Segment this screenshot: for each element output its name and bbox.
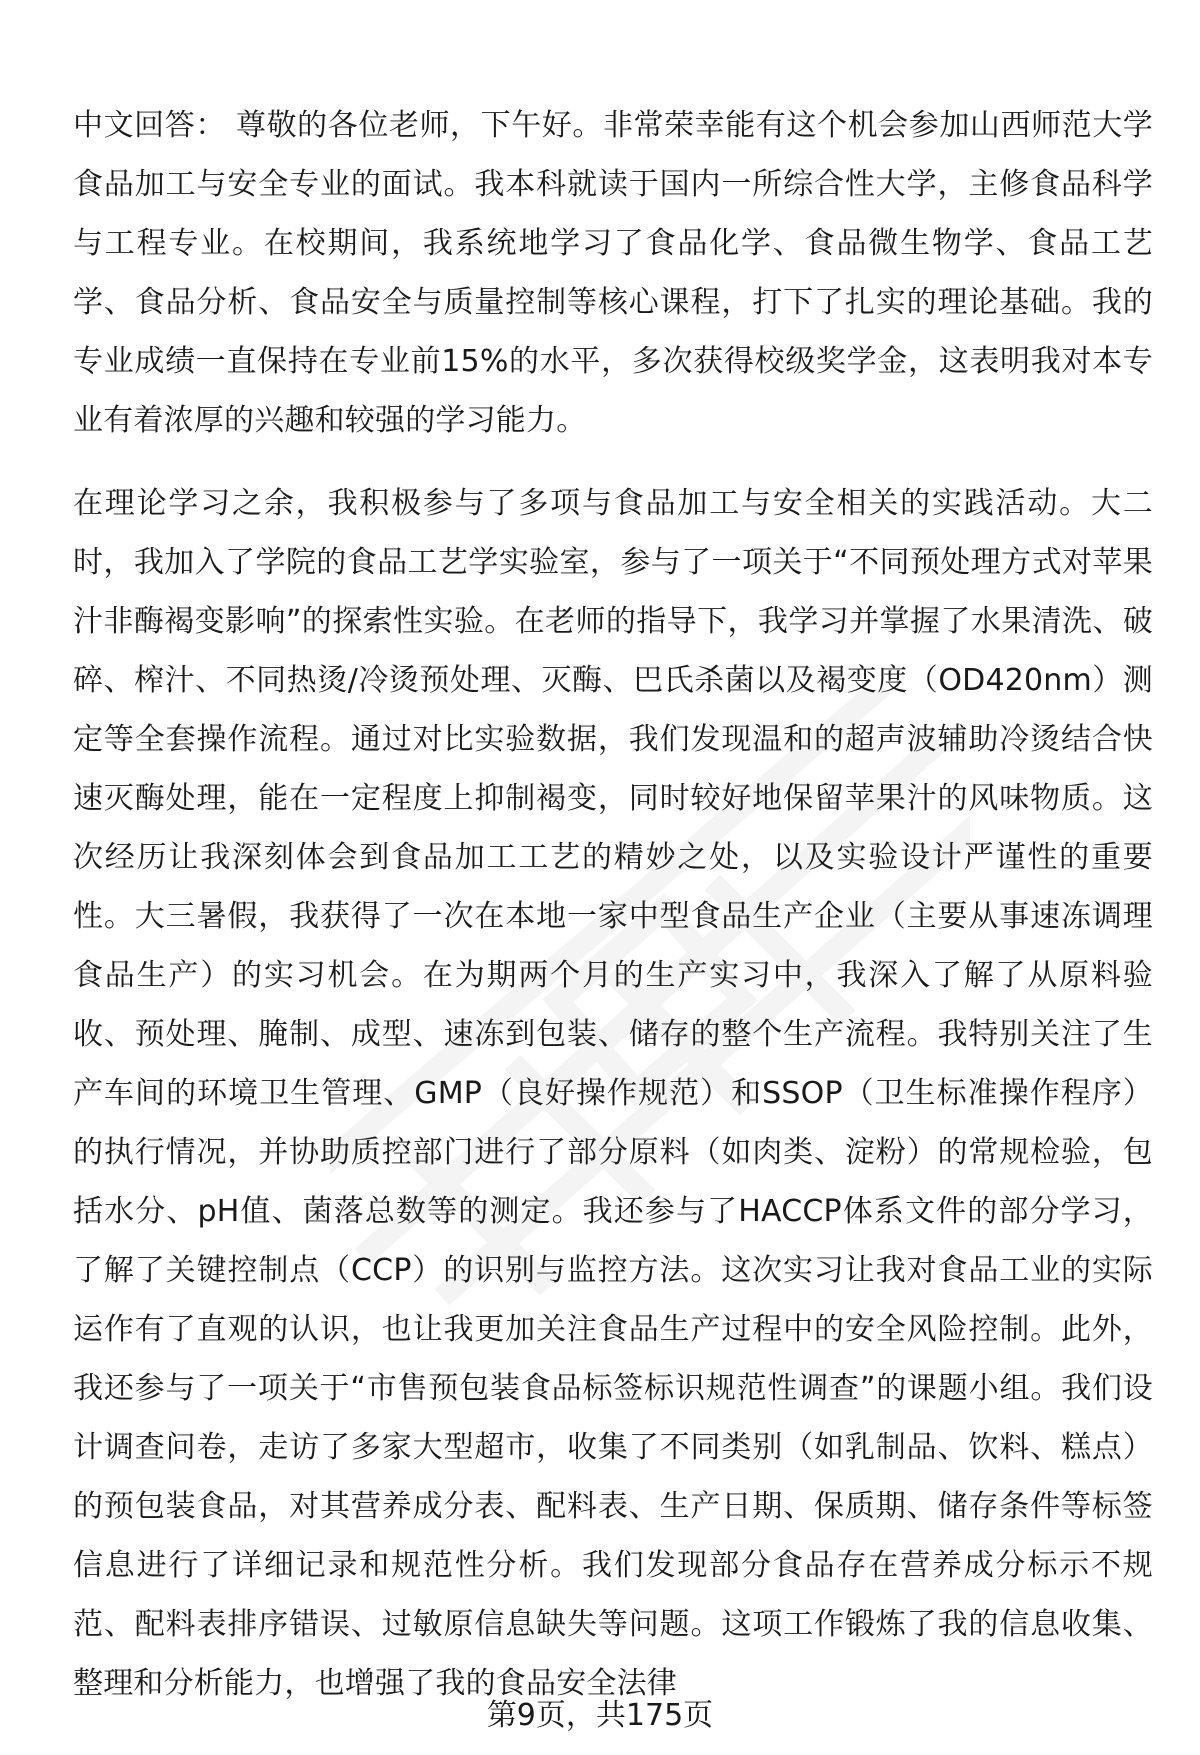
paragraph-intro: 中文回答： 尊敬的各位老师，下午好。非常荣幸能有这个机会参加山西师范大学食品加工与安全专业的面试。我本科就读于国内一所综合性大学，主修食品科学与工程专业。在校期间，我系统地学习了食品化学、食品微生物学、食品工艺学、食品分析、食品安全与质量控制等核心课程，打下了扎实的理论基础。我的专业成绩一直保持在专业前15%的水平，多次获得校级奖学金，这表明我对本专业有着浓厚的兴趣和较强的学习能力。 <box>73 108 1153 438</box>
page-number-footer: 第9页，共175页 <box>486 1698 714 1733</box>
paragraph-practice: 在理论学习之余，我积极参与了多项与食品加工与安全相关的实践活动。大二时，我加入了学院的食品工艺学实验室，参与了一项关于“不同预处理方式对苹果汁非酶褐变影响”的探索性实验。在老师的指导下，我学习并掌握了水果清洗、破碎、榨汁、不同热烫/冷烫预处理、灭酶、巴氏杀菌以及褐变度（OD420nm）测定等全套操作流程。通过对比实验数据，我们发现温和的超声波辅助冷烫结合快速灭酶处理，能在一定程度上抑制褐变，同时较好地保留苹果汁的风味物质。这次经历让我深刻体会到食品加工工艺的精妙之处，以及实验设计严谨性的重要性。大三暑假，我获得了一次在本地一家中型食品生产企业（主要从事速冻调理食品生产）的实习机会。在为期两个月的生产实习中，我深入了解了从原料验收、预处理、腌制、成型、速冻到包装、储存的整个生产流程。我特别关注了生产车间的环境卫生管理、GMP（良好操作规范）和SSOP（卫生标准操作程序）的执行情况，并协助质控部门进行了部分原料（如肉类、淀粉）的常规检验，包括水分、pH值、菌落总数等的测定。我还参与了HACCP体系文件的部分学习，了解了关键控制点（CCP）的识别与监控方法。这次实习让我对食品工业的实际运作有了直观的认识，也让我更加关注食品生产过程中的安全风险控制。此外，我还参与了一项关于“市售预包装食品标签标识规范性调查”的课题小组。我们设计调查问卷，走访了多家大型超市，收集了不同类别（如乳制品、饮料、糕点）的预包装食品，对其营养成分表、配料表、生产日期、保质期、储存条件等标签信息进行了详细记录和规范性分析。我们发现部分食品存在营养成分标示不规范、配料表排序错误、过敏原信息缺失等问题。这项工作锻炼了我的信息收集、整理和分析能力，也增强了我的食品安全法律 <box>73 486 1153 1701</box>
document-body <box>73 96 1153 1713</box>
